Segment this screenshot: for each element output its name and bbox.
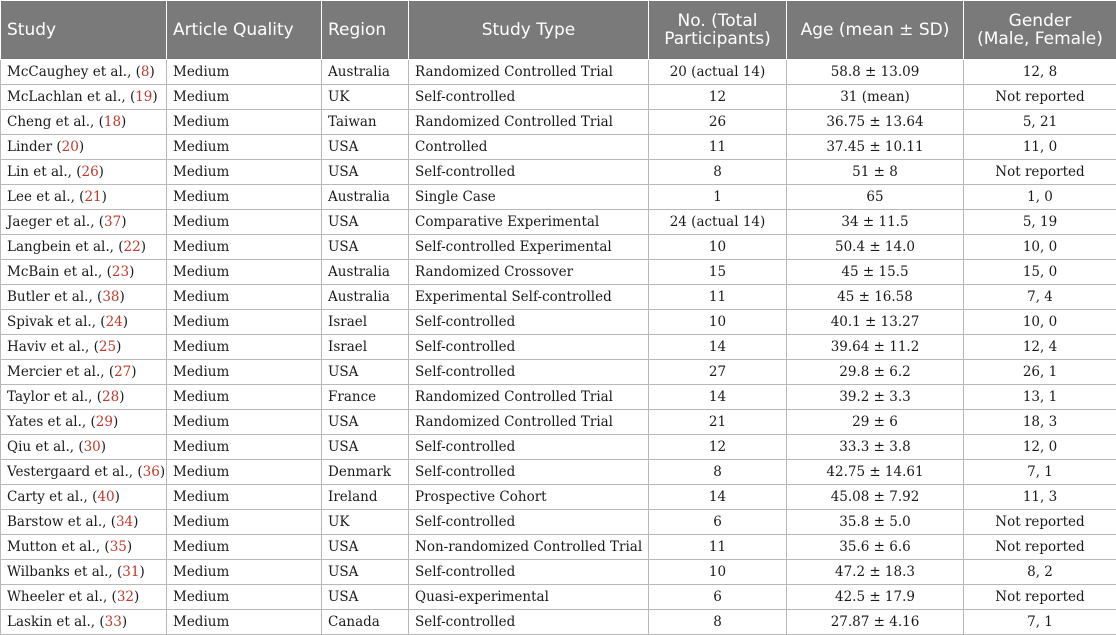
age-cell: 51 ± 8	[787, 160, 964, 185]
study-name: Cheng et al., (	[7, 114, 104, 130]
reference-link[interactable]: 33	[105, 614, 122, 630]
table-row	[1, 235, 1116, 260]
age-cell: 33.3 ± 3.8	[787, 435, 964, 460]
study-name: Laskin et al., (	[7, 614, 105, 630]
region-cell: USA	[322, 135, 409, 160]
study-close-paren: )	[113, 414, 118, 430]
study-name: McLachlan et al., (	[7, 89, 135, 105]
reference-link[interactable]: 35	[110, 539, 127, 555]
study-name: Wilbanks et al., (	[7, 564, 122, 580]
study-name: Wheeler et al., (	[7, 589, 117, 605]
region-cell: Australia	[322, 285, 409, 310]
age-cell: 65	[787, 185, 964, 210]
quality-cell: Medium	[167, 360, 322, 385]
study-cell	[1, 385, 167, 410]
participants-cell: 14	[649, 385, 787, 410]
quality-cell: Medium	[167, 385, 322, 410]
participants-cell: 10	[649, 560, 787, 585]
quality-cell: Medium	[167, 485, 322, 510]
study-type-cell: Comparative Experimental	[409, 210, 649, 235]
region-cell: Australia	[322, 260, 409, 285]
age-cell: 35.6 ± 6.6	[787, 535, 964, 560]
table-row	[1, 185, 1116, 210]
gender-cell: 26, 1	[964, 360, 1116, 385]
table-row	[1, 385, 1116, 410]
study-cell	[1, 110, 167, 135]
study-close-paren: )	[101, 439, 106, 455]
participants-cell: 11	[649, 285, 787, 310]
study-type-cell: Randomized Controlled Trial	[409, 410, 649, 435]
table-row	[1, 260, 1116, 285]
quality-cell: Medium	[167, 185, 322, 210]
study-name: Spivak et al., (	[7, 314, 106, 330]
quality-cell: Medium	[167, 510, 322, 535]
participants-cell: 21	[649, 410, 787, 435]
study-cell	[1, 485, 167, 510]
study-name: Lin et al., (	[7, 164, 81, 180]
table-row	[1, 310, 1116, 335]
region-cell: Australia	[322, 185, 409, 210]
age-cell: 47.2 ± 18.3	[787, 560, 964, 585]
study-close-paren: )	[102, 189, 107, 205]
region-cell: Taiwan	[322, 110, 409, 135]
study-cell	[1, 410, 167, 435]
study-close-paren: )	[129, 264, 134, 280]
study-name: Qiu et al., (	[7, 439, 84, 455]
participants-cell: 10	[649, 310, 787, 335]
study-cell	[1, 510, 167, 535]
reference-link[interactable]: 26	[81, 164, 98, 180]
region-cell: Canada	[322, 610, 409, 635]
region-cell: USA	[322, 160, 409, 185]
study-cell	[1, 160, 167, 185]
study-cell	[1, 135, 167, 160]
region-cell: Israel	[322, 310, 409, 335]
age-cell: 29.8 ± 6.2	[787, 360, 964, 385]
participants-cell: 27	[649, 360, 787, 385]
gender-cell: 12, 8	[964, 60, 1116, 85]
region-cell: Israel	[322, 335, 409, 360]
reference-link[interactable]: 24	[106, 314, 123, 330]
gender-cell: Not reported	[964, 510, 1116, 535]
study-cell	[1, 535, 167, 560]
reference-link[interactable]: 8	[141, 64, 150, 80]
quality-cell: Medium	[167, 560, 322, 585]
study-name: McCaughey et al., (	[7, 64, 141, 80]
study-cell	[1, 560, 167, 585]
age-cell: 42.75 ± 14.61	[787, 460, 964, 485]
study-type-cell: Single Case	[409, 185, 649, 210]
gender-cell: 13, 1	[964, 385, 1116, 410]
gender-cell: 10, 0	[964, 235, 1116, 260]
reference-link[interactable]: 36	[143, 464, 160, 480]
study-cell	[1, 185, 167, 210]
gender-cell: 5, 21	[964, 110, 1116, 135]
age-cell: 58.8 ± 13.09	[787, 60, 964, 85]
study-type-cell: Randomized Controlled Trial	[409, 110, 649, 135]
table-row	[1, 460, 1116, 485]
participants-cell: 20 (actual 14)	[649, 60, 787, 85]
gender-cell: 12, 4	[964, 335, 1116, 360]
age-cell: 50.4 ± 14.0	[787, 235, 964, 260]
age-cell: 37.45 ± 10.11	[787, 135, 964, 160]
header-study: Study	[1, 1, 167, 60]
study-name: Mutton et al., (	[7, 539, 110, 555]
header-gender-line2: (Male, Female)	[977, 29, 1103, 49]
reference-link[interactable]: 29	[96, 414, 113, 430]
gender-cell: 11, 3	[964, 485, 1116, 510]
study-cell	[1, 285, 167, 310]
table-row	[1, 610, 1116, 635]
participants-cell: 12	[649, 85, 787, 110]
quality-cell: Medium	[167, 435, 322, 460]
age-cell: 39.2 ± 3.3	[787, 385, 964, 410]
quality-cell: Medium	[167, 260, 322, 285]
reference-link[interactable]: 34	[116, 514, 133, 530]
study-name: Carty et al., (	[7, 489, 97, 505]
table-row	[1, 435, 1116, 460]
header-participants-line2: Participants)	[664, 29, 771, 49]
reference-link[interactable]: 28	[102, 389, 119, 405]
study-cell	[1, 210, 167, 235]
gender-cell: 18, 3	[964, 410, 1116, 435]
reference-link[interactable]: 30	[84, 439, 101, 455]
study-type-cell: Quasi-experimental	[409, 585, 649, 610]
quality-cell: Medium	[167, 135, 322, 160]
gender-cell: Not reported	[964, 535, 1116, 560]
table-row	[1, 135, 1116, 160]
study-close-paren: )	[116, 339, 121, 355]
study-type-cell: Self-controlled	[409, 85, 649, 110]
table-row	[1, 510, 1116, 535]
age-cell: 39.64 ± 11.2	[787, 335, 964, 360]
table-row	[1, 285, 1116, 310]
header-region: Region	[322, 1, 409, 60]
table-row	[1, 85, 1116, 110]
study-type-cell: Experimental Self-controlled	[409, 285, 649, 310]
study-type-cell: Non-randomized Controlled Trial	[409, 535, 649, 560]
quality-cell: Medium	[167, 535, 322, 560]
study-cell	[1, 85, 167, 110]
study-close-paren: )	[79, 139, 84, 155]
header-gender-line1: Gender	[1009, 11, 1072, 31]
study-cell	[1, 235, 167, 260]
table-body	[1, 60, 1116, 635]
reference-link[interactable]: 21	[84, 189, 101, 205]
reference-link[interactable]: 38	[102, 289, 119, 305]
study-cell	[1, 610, 167, 635]
quality-cell: Medium	[167, 160, 322, 185]
age-cell: 42.5 ± 17.9	[787, 585, 964, 610]
region-cell: USA	[322, 585, 409, 610]
study-close-paren: )	[131, 364, 136, 380]
study-close-paren: )	[150, 64, 155, 80]
study-name: Haviv et al., (	[7, 339, 99, 355]
reference-link[interactable]: 19	[135, 89, 152, 105]
study-name: Yates et al., (	[7, 414, 96, 430]
quality-cell: Medium	[167, 460, 322, 485]
study-type-cell: Self-controlled Experimental	[409, 235, 649, 260]
table-row	[1, 60, 1116, 85]
table-row	[1, 585, 1116, 610]
quality-cell: Medium	[167, 610, 322, 635]
study-cell	[1, 335, 167, 360]
quality-cell: Medium	[167, 235, 322, 260]
age-cell: 27.87 ± 4.16	[787, 610, 964, 635]
study-close-paren: )	[115, 489, 120, 505]
study-name: Vestergaard et al., (	[7, 464, 143, 480]
age-cell: 40.1 ± 13.27	[787, 310, 964, 335]
gender-cell: Not reported	[964, 85, 1116, 110]
study-close-paren: )	[119, 389, 124, 405]
table-row	[1, 110, 1116, 135]
gender-cell: 7, 4	[964, 285, 1116, 310]
study-close-paren: )	[160, 464, 165, 480]
participants-cell: 15	[649, 260, 787, 285]
gender-cell: Not reported	[964, 160, 1116, 185]
reference-link[interactable]: 18	[104, 114, 121, 130]
header-participants-line1: No. (Total	[678, 11, 758, 31]
header-row	[1, 1, 1116, 60]
age-cell: 31 (mean)	[787, 85, 964, 110]
study-cell	[1, 360, 167, 385]
header-study-type: Study Type	[409, 1, 649, 60]
study-close-paren: )	[141, 239, 146, 255]
study-cell	[1, 60, 167, 85]
region-cell: UK	[322, 85, 409, 110]
region-cell: USA	[322, 235, 409, 260]
reference-link[interactable]: 20	[62, 139, 79, 155]
study-type-cell: Controlled	[409, 135, 649, 160]
study-cell	[1, 310, 167, 335]
reference-link[interactable]: 32	[117, 589, 134, 605]
reference-link[interactable]: 23	[112, 264, 129, 280]
table-row	[1, 410, 1116, 435]
participants-cell: 26	[649, 110, 787, 135]
quality-cell: Medium	[167, 210, 322, 235]
participants-cell: 1	[649, 185, 787, 210]
quality-cell: Medium	[167, 60, 322, 85]
participants-cell: 14	[649, 485, 787, 510]
participants-cell: 24 (actual 14)	[649, 210, 787, 235]
header-article-quality: Article Quality	[167, 1, 322, 60]
age-cell: 36.75 ± 13.64	[787, 110, 964, 135]
study-close-paren: )	[123, 314, 128, 330]
quality-cell: Medium	[167, 335, 322, 360]
study-type-cell: Prospective Cohort	[409, 485, 649, 510]
study-close-paren: )	[152, 89, 157, 105]
study-type-cell: Randomized Controlled Trial	[409, 385, 649, 410]
reference-link[interactable]: 31	[122, 564, 139, 580]
header-age: Age (mean ± SD)	[787, 1, 964, 60]
region-cell: USA	[322, 435, 409, 460]
study-cell	[1, 585, 167, 610]
study-name: Barstow et al., (	[7, 514, 116, 530]
table-row	[1, 335, 1116, 360]
study-type-cell: Self-controlled	[409, 610, 649, 635]
gender-cell: 10, 0	[964, 310, 1116, 335]
age-cell: 45.08 ± 7.92	[787, 485, 964, 510]
participants-cell: 12	[649, 435, 787, 460]
reference-link[interactable]: 25	[99, 339, 116, 355]
gender-cell: 7, 1	[964, 610, 1116, 635]
reference-link[interactable]: 27	[114, 364, 131, 380]
region-cell: France	[322, 385, 409, 410]
table-row	[1, 360, 1116, 385]
study-close-paren: )	[134, 589, 139, 605]
reference-link[interactable]: 22	[124, 239, 141, 255]
study-type-cell: Randomized Controlled Trial	[409, 60, 649, 85]
study-close-paren: )	[133, 514, 138, 530]
age-cell: 34 ± 11.5	[787, 210, 964, 235]
participants-cell: 11	[649, 135, 787, 160]
table-row	[1, 560, 1116, 585]
region-cell: USA	[322, 560, 409, 585]
study-cell	[1, 435, 167, 460]
reference-link[interactable]: 37	[104, 214, 121, 230]
region-cell: USA	[322, 535, 409, 560]
study-name: Mercier et al., (	[7, 364, 114, 380]
quality-cell: Medium	[167, 410, 322, 435]
quality-cell: Medium	[167, 110, 322, 135]
study-close-paren: )	[122, 614, 127, 630]
gender-cell: Not reported	[964, 585, 1116, 610]
study-name: Linder (	[7, 139, 62, 155]
region-cell: Denmark	[322, 460, 409, 485]
participants-cell: 6	[649, 510, 787, 535]
study-type-cell: Randomized Crossover	[409, 260, 649, 285]
region-cell: UK	[322, 510, 409, 535]
study-type-cell: Self-controlled	[409, 560, 649, 585]
quality-cell: Medium	[167, 310, 322, 335]
age-cell: 45 ± 15.5	[787, 260, 964, 285]
table-row	[1, 160, 1116, 185]
study-close-paren: )	[99, 164, 104, 180]
gender-cell: 1, 0	[964, 185, 1116, 210]
quality-cell: Medium	[167, 285, 322, 310]
study-type-cell: Self-controlled	[409, 360, 649, 385]
region-cell: Australia	[322, 60, 409, 85]
participants-cell: 11	[649, 535, 787, 560]
gender-cell: 15, 0	[964, 260, 1116, 285]
age-cell: 29 ± 6	[787, 410, 964, 435]
study-type-cell: Self-controlled	[409, 335, 649, 360]
gender-cell: 5, 19	[964, 210, 1116, 235]
gender-cell: 8, 2	[964, 560, 1116, 585]
study-cell	[1, 260, 167, 285]
study-type-cell: Self-controlled	[409, 435, 649, 460]
table-row	[1, 210, 1116, 235]
study-name: Lee et al., (	[7, 189, 84, 205]
participants-cell: 10	[649, 235, 787, 260]
study-cell	[1, 460, 167, 485]
study-close-paren: )	[121, 214, 126, 230]
study-name: Taylor et al., (	[7, 389, 102, 405]
study-name: Langbein et al., (	[7, 239, 124, 255]
gender-cell: 7, 1	[964, 460, 1116, 485]
study-name: McBain et al., (	[7, 264, 112, 280]
quality-cell: Medium	[167, 585, 322, 610]
reference-link[interactable]: 40	[97, 489, 114, 505]
participants-cell: 8	[649, 610, 787, 635]
participants-cell: 8	[649, 160, 787, 185]
participants-cell: 8	[649, 460, 787, 485]
study-type-cell: Self-controlled	[409, 460, 649, 485]
study-type-cell: Self-controlled	[409, 310, 649, 335]
table-row	[1, 535, 1116, 560]
study-name: Jaeger et al., (	[7, 214, 104, 230]
participants-cell: 6	[649, 585, 787, 610]
study-close-paren: )	[139, 564, 144, 580]
region-cell: USA	[322, 410, 409, 435]
study-close-paren: )	[121, 114, 126, 130]
age-cell: 45 ± 16.58	[787, 285, 964, 310]
region-cell: USA	[322, 210, 409, 235]
table-row	[1, 485, 1116, 510]
participants-cell: 14	[649, 335, 787, 360]
study-close-paren: )	[127, 539, 132, 555]
study-type-cell: Self-controlled	[409, 160, 649, 185]
study-type-cell: Self-controlled	[409, 510, 649, 535]
age-cell: 35.8 ± 5.0	[787, 510, 964, 535]
region-cell: USA	[322, 360, 409, 385]
region-cell: Ireland	[322, 485, 409, 510]
header-participants	[649, 1, 787, 60]
gender-cell: 11, 0	[964, 135, 1116, 160]
quality-cell: Medium	[167, 85, 322, 110]
study-close-paren: )	[120, 289, 125, 305]
header-gender	[964, 1, 1116, 60]
gender-cell: 12, 0	[964, 435, 1116, 460]
study-name: Butler et al., (	[7, 289, 102, 305]
